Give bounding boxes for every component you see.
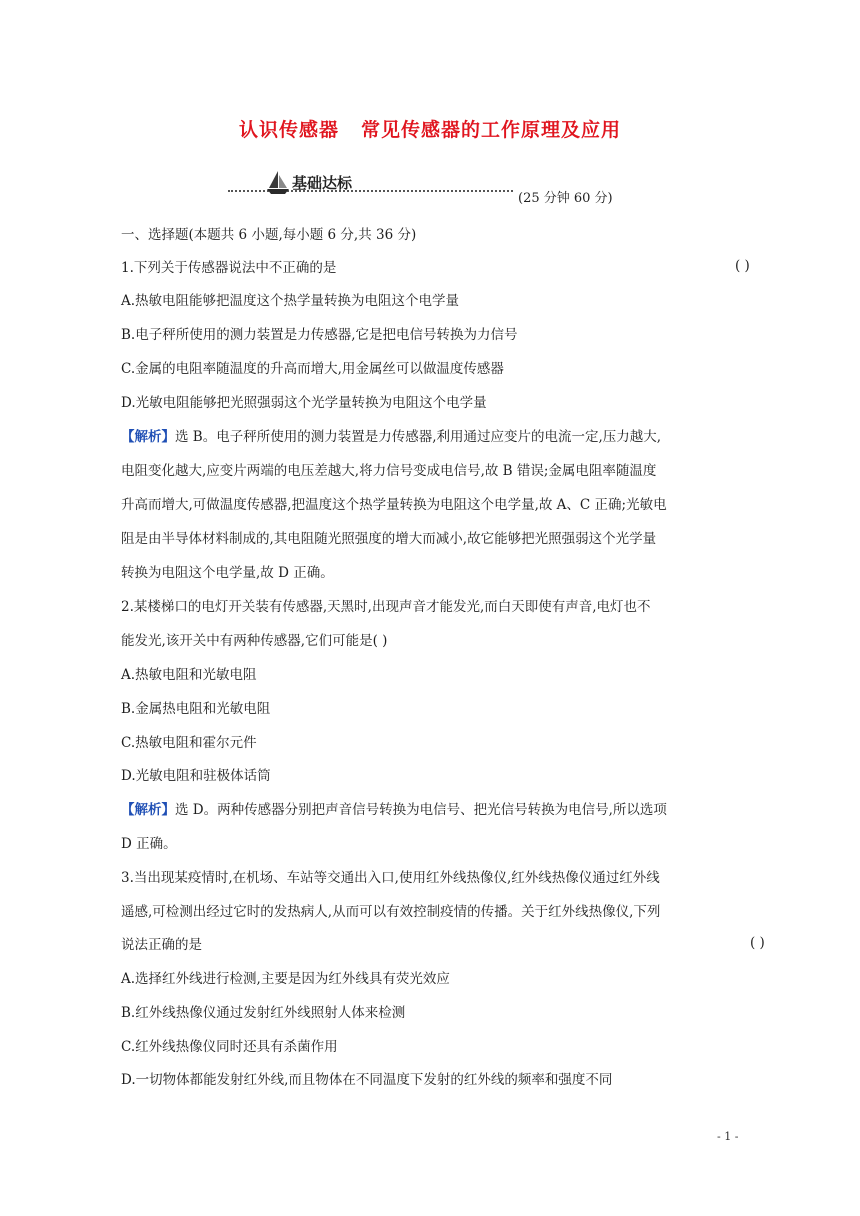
- q1-analysis-line-4: 阻是由半导体材料制成的,其电阻随光照强度的增大而减小,故它能够把光照强弱这个光学量: [121, 531, 657, 547]
- q1-analysis-text-1: 选 B。电子秤所使用的测力装置是力传感器,利用通过应变片的电流一定,压力越大,: [175, 429, 662, 445]
- analysis-tag: 【解析】: [121, 802, 175, 818]
- q2-analysis-line-2: D 正确。: [121, 836, 177, 852]
- section-banner: [228, 170, 638, 204]
- q3-option-a: A.选择红外线进行检测,主要是因为红外线具有荧光效应: [121, 971, 450, 987]
- q2-option-b: B.金属热电阻和光敏电阻: [121, 701, 271, 717]
- q3-option-c: C.红外线热像仪同时还具有杀菌作用: [121, 1039, 338, 1055]
- q1-analysis-line-5: 转换为电阻这个电学量,故 D 正确。: [121, 565, 334, 581]
- q1-stem: 1.下列关于传感器说法中不正确的是: [121, 260, 337, 276]
- q3-option-d: D.一切物体都能发射红外线,而且物体在不同温度下发射的红外线的频率和强度不同: [121, 1072, 613, 1088]
- q2-analysis-line-1: [121, 800, 667, 820]
- sailboat-icon: [266, 170, 290, 196]
- section-heading: 一、选择题(本题共 6 小题,每小题 6 分,共 36 分): [121, 227, 417, 243]
- page-title: [0, 115, 860, 142]
- time-limit: (25 分钟 60 分): [518, 191, 613, 206]
- title-part-1: 认识传感器: [238, 119, 339, 141]
- q2-option-d: D.光敏电阻和驻极体话筒: [121, 768, 271, 784]
- page-number: - 1 -: [717, 1130, 739, 1143]
- q2-option-c: C.热敏电阻和霍尔元件: [121, 735, 257, 751]
- analysis-tag: 【解析】: [121, 429, 175, 445]
- q3-stem-line-2: 遥感,可检测出经过它时的发热病人,从而可以有效控制疫情的传播。关于红外线热像仪,下列: [121, 904, 661, 920]
- banner-label: 基础达标: [292, 174, 353, 192]
- q3-stem-line-3: 说法正确的是: [121, 937, 202, 953]
- q1-answer-paren: ( ): [735, 258, 750, 274]
- q1-option-a: A.热敏电阻能够把温度这个热学量转换为电阻这个电学量: [121, 293, 460, 309]
- q2-stem-line-1: 2.某楼梯口的电灯开关装有传感器,天黑时,出现声音才能发光,而白天即使有声音,电灯也不: [121, 599, 651, 615]
- q1-analysis-line-3: 升高而增大,可做温度传感器,把温度这个热学量转换为电阻这个电学量,故 A、C 正确;光敏电: [121, 497, 667, 513]
- q2-stem-line-2: 能发光,该开关中有两种传感器,它们可能是( ): [121, 633, 388, 649]
- q2-analysis-text-1: 选 D。两种传感器分别把声音信号转换为电信号、把光信号转换为电信号,所以选项: [175, 802, 667, 818]
- q3-option-b: B.红外线热像仪通过发射红外线照射人体来检测: [121, 1005, 406, 1021]
- q3-stem-line-1: 3.当出现某疫情时,在机场、车站等交通出入口,使用红外线热像仪,红外线热像仪通过红外线: [121, 870, 660, 886]
- q3-answer-paren: ( ): [750, 935, 765, 951]
- q1-option-d: D.光敏电阻能够把光照强弱这个光学量转换为电阻这个电学量: [121, 395, 487, 411]
- q1-option-b: B.电子秤所使用的测力装置是力传感器,它是把电信号转换为力信号: [121, 327, 518, 343]
- q2-option-a: A.热敏电阻和光敏电阻: [121, 667, 257, 683]
- q1-option-c: C.金属的电阻率随温度的升高而增大,用金属丝可以做温度传感器: [121, 361, 504, 377]
- q1-analysis-line-1: [121, 427, 661, 447]
- q1-analysis-line-2: 电阻变化越大,应变片两端的电压差越大,将力信号变成电信号,故 B 错误;金属电阻率随温度: [121, 463, 657, 479]
- title-part-2: 常见传感器的工作原理及应用: [361, 119, 622, 141]
